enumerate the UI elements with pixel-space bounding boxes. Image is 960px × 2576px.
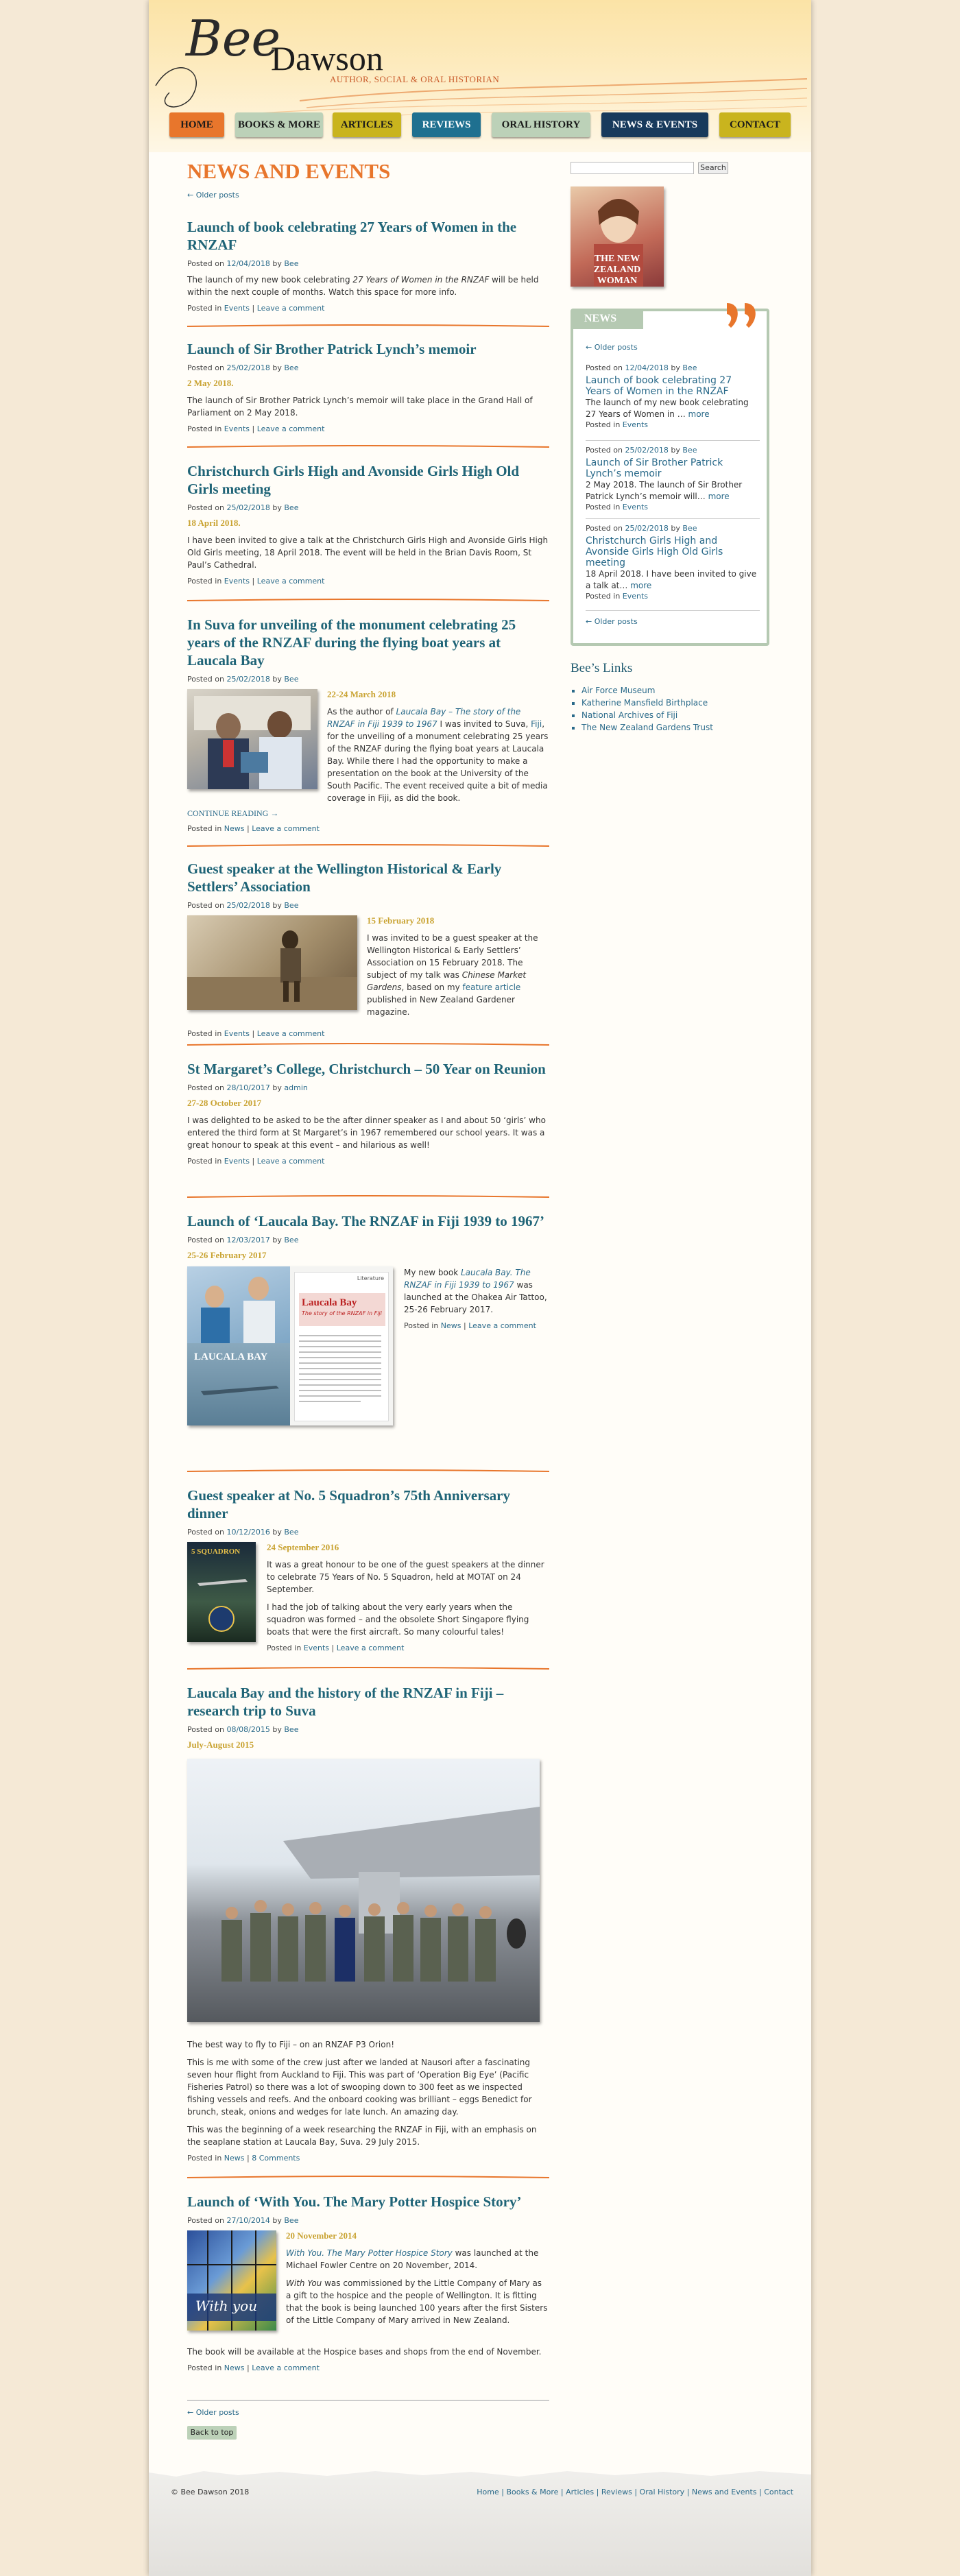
links-list	[581, 684, 713, 734]
post-utility: Posted in Events | Leave a comment	[267, 1644, 405, 1652]
post-title[interactable]: St Margaret’s College, Christchurch – 50 Year on Reunion	[187, 1061, 546, 1077]
post-separator	[187, 444, 549, 450]
post-body: It was a great honour to be one of the guest speakers at the dinner to celebrate 75 Years of No. 5 Squadron, held at MOTAT on 24 September.	[267, 1560, 544, 1594]
photo-caption: The best way to fly to Fiji – on an RNZAF P3 Orion!	[187, 2040, 394, 2049]
body-text: I was invited to be a guest speaker at the Wellington Historical & Early Settlers’ Association on 15 February 2018. The subject of my talk was	[367, 933, 538, 980]
post	[187, 218, 549, 313]
nav-books-more[interactable]: BOOKS & MORE	[235, 112, 323, 137]
post-body-2: I had the job of talking about the very early years when the squadron was formed – and the obsolete Short Singapore flying boats that were the first aircraft. So many colourful tales!	[267, 1602, 529, 1637]
post-body-3: The book will be available at the Hospice bases and shops from the end of November.	[187, 2347, 542, 2357]
news-item	[586, 363, 760, 429]
news-item-excerpt	[586, 479, 760, 503]
news-item-category	[586, 592, 760, 601]
post-author[interactable]: admin	[284, 1083, 308, 1092]
post-author[interactable]: Bee	[284, 503, 299, 512]
posted-in-label: Posted in	[187, 824, 222, 833]
stained-glass-pattern	[187, 2230, 276, 2331]
post-utility: Posted in Events | Leave a comment	[187, 1029, 325, 1038]
search-button[interactable]: Search	[698, 162, 728, 174]
leave-comment-link[interactable]: Leave a comment	[256, 1029, 325, 1038]
footer-torn-edge	[149, 2468, 811, 2482]
post-body-2	[286, 2277, 549, 2326]
post-utility: Posted in News | Leave a comment	[404, 1321, 536, 1330]
leave-comment-link[interactable]: Leave a comment	[252, 2363, 320, 2372]
body-text: published in New Zealand Gardener magazine.	[367, 995, 515, 1017]
post-category[interactable]: Events	[224, 577, 250, 586]
cover-plane-icon	[187, 1343, 290, 1425]
category-link[interactable]: Events	[622, 420, 649, 429]
news-tab	[571, 309, 643, 329]
post-utility: Posted in News | Leave a comment	[187, 2363, 320, 2372]
logo-name: Dawson	[271, 39, 383, 77]
post-date[interactable]: 25/02/2018	[226, 901, 270, 910]
footer-nav: Home | Books & More | Articles | Reviews | Oral History | News and Events | Contact	[477, 2488, 793, 2496]
news-item	[586, 446, 760, 511]
post-date[interactable]: 25/02/2018	[226, 503, 270, 512]
excerpt-text: 2 May 2018. The launch of Sir Brother Patrick Lynch’s memoir will…	[586, 480, 743, 501]
body-text: I was invited to Suva,	[437, 719, 531, 729]
article-title-band	[299, 1293, 385, 1326]
cover-emblem-icon	[187, 1542, 256, 1642]
squadron-program-cover	[187, 1542, 256, 1642]
post-body: This is me with some of the crew just after we landed at Nausori after a fascinating seven hour flight from Auckland to Fiji. This was part of ‘Operation Big Eye’ (Pacific Fisheries Patrol) so there was a lot of swooping down to 300 feet as we inspected fishing vessels and reefs. And the onboard cooking was brilliant – eggs Benedict for brunch, steak, onions and wedges for late lunch. An amazing day.	[187, 2058, 532, 2117]
event-date: 22-24 March 2018	[327, 689, 396, 699]
posted-on-label: Posted on	[187, 675, 224, 684]
post-body	[286, 2247, 549, 2272]
posted-in-label: Posted in	[586, 592, 621, 601]
post	[187, 1684, 549, 2163]
body-italic: Chinese Market Gardens	[367, 970, 527, 992]
featured-book-cover[interactable]	[571, 186, 664, 287]
post-separator	[187, 598, 549, 603]
article-text-lines	[299, 1333, 385, 1415]
links-item	[581, 684, 713, 697]
post-category[interactable]: Events	[224, 1157, 250, 1166]
post-media-row	[187, 1266, 549, 1438]
nav-below-divider	[187, 2400, 549, 2401]
links-item	[581, 721, 713, 734]
posted-on-label: Posted on	[187, 1725, 224, 1734]
event-date: 25-26 February 2017	[187, 1250, 267, 1260]
by-label: by	[272, 675, 282, 684]
suva-photo	[187, 689, 317, 789]
news-item-author[interactable]: Bee	[682, 524, 697, 533]
back-to-top-button[interactable]: Back to top	[187, 2426, 237, 2440]
posted-in-label: Posted in	[187, 1157, 222, 1166]
footer-link-home[interactable]: Home	[477, 2488, 499, 2496]
post-utility: Posted in Events | Leave a comment	[187, 424, 325, 433]
post-media-row	[187, 915, 549, 1024]
post-text-col	[327, 689, 549, 804]
post-author[interactable]: Bee	[284, 675, 299, 684]
posted-in-label: Posted in	[586, 503, 621, 511]
post	[187, 860, 549, 1038]
site-footer	[149, 2468, 811, 2576]
category-link[interactable]: Events	[622, 592, 649, 601]
older-posts-link-bottom[interactable]: ← Older posts	[187, 2408, 239, 2417]
posted-on-label: Posted on	[187, 2216, 224, 2225]
posted-in-label: Posted in	[187, 1029, 222, 1038]
posted-on-label: Posted on	[187, 259, 224, 268]
news-item-category	[586, 503, 760, 511]
post-body	[367, 932, 549, 1018]
by-label: by	[671, 363, 680, 372]
post-meta	[187, 363, 549, 372]
post-category[interactable]: News	[440, 1321, 461, 1330]
posted-on-label: Posted on	[586, 363, 623, 372]
leave-comment-link[interactable]: Leave a comment	[252, 824, 320, 833]
excerpt-text: The launch of my new book celebrating 27 Years of Women in …	[586, 398, 749, 419]
cover-title: 5 SQUADRON	[191, 1548, 241, 1556]
post-meta	[187, 503, 549, 512]
laucala-bay-book-collage	[187, 1266, 393, 1425]
body-text: was launched at the Michael Fowler Centre on 20 November, 2014.	[286, 2248, 539, 2270]
news-item-more-link[interactable]: more	[708, 492, 730, 501]
post-date[interactable]: 12/03/2017	[226, 1236, 270, 1244]
by-label: by	[671, 524, 680, 533]
article-title: Laucala Bay	[302, 1297, 357, 1308]
cover-title: With you	[195, 2298, 258, 2314]
market-garden-photo-figure	[187, 915, 357, 1010]
post-meta	[187, 1725, 549, 1734]
post-title[interactable]: In Suva for unveiling of the monument celebrating 25 years of the RNZAF during the flying boat years at Laucala Bay	[187, 616, 516, 669]
post-author[interactable]: Bee	[284, 259, 299, 268]
posted-on-label: Posted on	[187, 503, 224, 512]
links-item	[581, 697, 713, 709]
post-media-row	[187, 2230, 549, 2347]
news-item-title[interactable]: Christchurch Girls High and Avonside Girls High Old Girls meeting	[586, 535, 723, 568]
cover-title: LAUCALA BAY	[194, 1351, 268, 1362]
post-separator	[187, 1042, 549, 1048]
links-item	[581, 709, 713, 721]
news-item	[586, 524, 760, 601]
post	[187, 340, 549, 433]
older-posts-link-top[interactable]: ← Older posts	[187, 191, 239, 200]
news-item-excerpt	[586, 568, 760, 592]
post-date[interactable]: 28/10/2017	[226, 1083, 270, 1092]
news-item-more-link[interactable]: more	[630, 581, 652, 590]
posted-in-label: Posted in	[187, 2154, 222, 2163]
news-item-author[interactable]: Bee	[682, 446, 697, 455]
nav-news-events[interactable]: NEWS & EVENTS	[601, 112, 708, 137]
post-body: I was delighted to be asked to be the after dinner speaker as I and about 50 ‘girls’ who entered the third form at St Margaret’s in 1967 remembered our school years. It was a great honour to speak at this event – and hilarious as well!	[187, 1116, 546, 1150]
post-separator	[187, 843, 549, 849]
post-meta	[187, 901, 549, 910]
news-widget	[571, 309, 769, 646]
link-katherine-mansfield[interactable]: Katherine Mansfield Birthplace	[581, 698, 708, 708]
post-media-row	[187, 689, 549, 806]
site-header	[149, 0, 811, 152]
article-subtitle: The story of the RNZAF in Fiji	[302, 1310, 382, 1316]
link-national-archives-fiji[interactable]: National Archives of Fiji	[581, 710, 678, 720]
post-date[interactable]: 25/02/2018	[226, 675, 270, 684]
post	[187, 1486, 549, 1652]
posted-on-label: Posted on	[187, 1236, 224, 1244]
post-title[interactable]: Guest speaker at No. 5 Squadron’s 75th Anniversary dinner	[187, 1487, 511, 1521]
quote-mark-icon	[720, 303, 761, 337]
p3-orion-crew-photo	[187, 1759, 540, 2022]
nav-oral-history[interactable]: ORAL HISTORY	[492, 112, 590, 137]
posted-in-label: Posted in	[187, 424, 222, 433]
post-separator	[187, 1469, 549, 1474]
post-author[interactable]: Bee	[284, 1725, 299, 1734]
nav-reviews[interactable]: REVIEWS	[412, 112, 481, 137]
posted-in-label: Posted in	[187, 304, 222, 313]
post-separator	[187, 1194, 549, 1200]
event-date: 15 February 2018	[367, 915, 435, 926]
search-input[interactable]	[571, 162, 694, 174]
event-date: 2 May 2018.	[187, 378, 234, 388]
footer-link-reviews[interactable]: Reviews	[601, 2488, 632, 2496]
site-tagline: AUTHOR, SOCIAL & ORAL HISTORIAN	[330, 74, 500, 84]
post-title[interactable]: Launch of ‘With You. The Mary Potter Hospice Story’	[187, 2193, 522, 2210]
feature-article-link[interactable]: feature article	[462, 983, 521, 992]
posted-in-label: Posted in	[267, 1644, 302, 1652]
news-divider	[586, 440, 760, 441]
p3-orion-illustration	[187, 1759, 540, 2022]
news-item-title[interactable]: Launch of book celebrating 27 Years of Women in the RNZAF	[586, 375, 732, 397]
post-text-col	[367, 915, 549, 1018]
nav-articles[interactable]: ARTICLES	[333, 112, 401, 137]
continue-reading-link[interactable]: CONTINUE READING →	[187, 808, 279, 818]
logo-script: Bee	[186, 10, 281, 67]
leave-comment-link[interactable]: Leave a comment	[256, 1157, 325, 1166]
news-divider	[586, 518, 760, 519]
post-meta	[187, 1528, 549, 1537]
post-meta	[187, 259, 549, 268]
posted-in-label: Posted in	[187, 577, 222, 586]
post	[187, 462, 549, 586]
by-label: by	[272, 259, 282, 268]
fiji-link[interactable]: Fiji	[531, 719, 542, 729]
body-text: My new book	[404, 1268, 461, 1277]
by-label: by	[272, 1083, 282, 1092]
links-heading: Bee’s Links	[571, 661, 633, 675]
post-title[interactable]: Laucala Bay and the history of the RNZAF in Fiji – research trip to Suva	[187, 1685, 504, 1719]
post-separator	[187, 1666, 549, 1672]
body-text: was launched at the Ohakea Air Tattoo, 25-26 February 2017.	[404, 1280, 547, 1314]
posted-on-label: Posted on	[187, 363, 224, 372]
news-item-meta	[586, 446, 760, 455]
comments-link[interactable]: 8 Comments	[252, 2154, 300, 2163]
news-item-date[interactable]: 25/02/2018	[625, 524, 669, 533]
post-body: The launch of Sir Brother Patrick Lynch’s memoir will take place in the Grand Hall of Parliament on 2 May 2018.	[187, 396, 533, 418]
post-separator	[187, 324, 549, 329]
header-swirl-decoration	[149, 58, 811, 120]
suva-photo-figures	[187, 689, 317, 789]
post	[187, 2193, 549, 2372]
post-title[interactable]: Christchurch Girls High and Avonside Girls High Old Girls meeting	[187, 463, 520, 497]
body-text: As the author of	[327, 707, 396, 717]
post-title[interactable]: Launch of ‘Laucala Bay. The RNZAF in Fiji 1939 to 1967’	[187, 1213, 544, 1229]
news-item-title[interactable]: Launch of Sir Brother Patrick Lynch’s memoir	[586, 457, 723, 479]
news-item-excerpt	[586, 397, 760, 420]
posted-on-label: Posted on	[187, 901, 224, 910]
post-title[interactable]: Launch of Sir Brother Patrick Lynch’s memoir	[187, 341, 477, 357]
post-utility: Posted in Events | Leave a comment	[187, 577, 325, 586]
excerpt-text: 18 April 2018. I have been invited to give a talk at…	[586, 569, 757, 590]
copyright: © Bee Dawson 2018	[171, 2488, 250, 2496]
post-utility: Posted in News | 8 Comments	[187, 2154, 300, 2163]
post	[187, 1060, 549, 1166]
post-author[interactable]: Bee	[284, 901, 299, 910]
cover-title: THE NEW ZEALAND WOMAN	[593, 254, 641, 286]
page-wrapper	[149, 0, 811, 2576]
post-meta	[187, 2216, 549, 2225]
footer-link-contact[interactable]: Contact	[764, 2488, 793, 2496]
with-you-book-cover	[187, 2230, 276, 2331]
category-link[interactable]: Events	[622, 503, 649, 511]
posted-in-label: Posted in	[404, 1321, 439, 1330]
by-label: by	[272, 1236, 282, 1244]
post-utility: Posted in Events | Leave a comment	[187, 304, 325, 313]
by-label: by	[272, 363, 282, 372]
by-label: by	[272, 1528, 282, 1537]
link-nz-gardens-trust[interactable]: The New Zealand Gardens Trust	[581, 723, 713, 732]
leave-comment-link[interactable]: Leave a comment	[256, 424, 325, 433]
news-item-meta	[586, 524, 760, 533]
footer-link-news[interactable]: News and Events	[691, 2488, 757, 2496]
post-author[interactable]: Bee	[284, 2216, 299, 2225]
news-divider	[586, 610, 760, 611]
post-media-row	[187, 1759, 549, 2033]
footer-link-articles[interactable]: Articles	[566, 2488, 595, 2496]
leave-comment-link[interactable]: Leave a comment	[468, 1321, 536, 1330]
post-separator	[187, 2175, 549, 2180]
post	[187, 1212, 549, 1438]
by-label: by	[272, 901, 282, 910]
launch-photo-figures	[187, 1266, 290, 1343]
article-label: Literature	[357, 1275, 384, 1281]
leave-comment-link[interactable]: Leave a comment	[336, 1644, 405, 1652]
launch-photo	[187, 1266, 290, 1343]
post-date[interactable]: 27/10/2014	[226, 2216, 270, 2225]
book-link[interactable]: Laucala Bay. The RNZAF in Fiji 1939 to 1967	[404, 1268, 531, 1290]
book-link[interactable]: Laucala Bay – The story of the RNZAF in Fiji 1939 to 1967	[327, 707, 521, 729]
post-body: The launch of my new book celebrating 27 Years of Women in the RNZAF will be held within the next couple of months. Watch this space for more info.	[187, 275, 539, 297]
body-italic: With You	[286, 2278, 322, 2288]
post-date[interactable]: 08/08/2015	[226, 1725, 270, 1734]
main-nav	[169, 112, 787, 140]
post-body	[404, 1266, 549, 1316]
footer-link-oral-history[interactable]: Oral History	[639, 2488, 685, 2496]
leave-comment-link[interactable]: Leave a comment	[256, 304, 325, 313]
nav-home[interactable]: HOME	[169, 112, 224, 137]
news-heading: NEWS	[584, 313, 617, 324]
article-page	[294, 1272, 389, 1421]
post-title[interactable]: Guest speaker at the Wellington Historical & Early Settlers’ Association	[187, 860, 502, 895]
news-older-posts-top[interactable]: ← Older posts	[586, 343, 638, 352]
post-author[interactable]: Bee	[284, 1528, 299, 1537]
body-text: , based on my	[401, 983, 463, 992]
post	[187, 616, 549, 833]
leave-comment-link[interactable]: Leave a comment	[256, 577, 325, 586]
book-cover-laucala	[187, 1343, 290, 1425]
post-category[interactable]: Events	[303, 1644, 330, 1652]
post-date[interactable]: 10/12/2016	[226, 1528, 270, 1537]
news-item-meta	[586, 363, 760, 372]
post-category[interactable]: Events	[224, 304, 250, 313]
post-date[interactable]: 12/04/2018	[226, 259, 270, 268]
posted-on-label: Posted on	[586, 524, 623, 533]
nav-contact[interactable]: CONTACT	[719, 112, 791, 137]
body-text: was commissioned by the Little Company of Mary as a gift to the hospice and the people of Wellington. It is fitting that the book is being launched 100 years after the first Sisters of the Little Company of Mary arrived in New Zealand.	[286, 2278, 548, 2325]
post-category[interactable]: News	[224, 2363, 245, 2372]
posted-on-label: Posted on	[187, 1528, 224, 1537]
by-label: by	[272, 503, 282, 512]
post-text-col	[286, 2230, 549, 2326]
post-media-row	[187, 1542, 549, 1652]
news-item-date[interactable]: 25/02/2018	[625, 446, 669, 455]
posted-on-label: Posted on	[187, 1083, 224, 1092]
news-item-more-link[interactable]: more	[688, 409, 710, 419]
posted-in-label: Posted in	[586, 420, 621, 429]
news-item-date[interactable]: 12/04/2018	[625, 363, 669, 372]
footer-link-books[interactable]: Books & More	[506, 2488, 559, 2496]
news-item-author[interactable]: Bee	[682, 363, 697, 372]
post-date[interactable]: 25/02/2018	[226, 363, 270, 372]
body-text: , for the unveiling of a monument celebrating 25 years of the RNZAF during the flying boat years at Laucala Bay. While there I had the opportunity to make a presentation on the book at the University of the South Pacific. The event received quite a bit of media coverage in Fiji, as did the book.	[327, 719, 549, 803]
event-date: 24 September 2016	[267, 1542, 339, 1552]
post-body-2: This was the beginning of a week researching the RNZAF in Fiji, with an emphasis on the seaplane station at Laucala Bay, Suva. 29 July 2015.	[187, 2125, 537, 2147]
post-meta	[187, 675, 549, 684]
posted-in-label: Posted in	[187, 2363, 222, 2372]
post-category[interactable]: Events	[224, 424, 250, 433]
post-body	[327, 706, 549, 804]
post-category[interactable]: Events	[224, 1029, 250, 1038]
page-title: NEWS AND EVENTS	[187, 159, 391, 183]
post-meta	[187, 1236, 549, 1244]
by-label: by	[272, 2216, 282, 2225]
link-air-force-museum[interactable]: Air Force Museum	[581, 686, 656, 695]
post-meta	[187, 1083, 549, 1092]
post-body: I have been invited to give a talk at the Christchurch Girls High and Avonside Girls High Old Girls meeting, 18 April 2018. The event will be held in the Brian Davis Room, St Paul’s Cathedral.	[187, 535, 549, 570]
news-item-category	[586, 420, 760, 429]
post-author[interactable]: Bee	[284, 363, 299, 372]
event-date: 20 November 2014	[286, 2230, 357, 2241]
post-text-col	[404, 1266, 549, 1330]
by-label: by	[671, 446, 680, 455]
posted-on-label: Posted on	[586, 446, 623, 455]
post-category[interactable]: News	[224, 824, 245, 833]
post-utility: Posted in News | Leave a comment	[187, 824, 320, 833]
post-category[interactable]: News	[224, 2154, 245, 2163]
post-title[interactable]: Launch of book celebrating 27 Years of Women in the RNZAF	[187, 219, 517, 253]
post-utility: Posted in Events | Leave a comment	[187, 1157, 325, 1166]
book-link[interactable]: With You. The Mary Potter Hospice Story	[286, 2248, 453, 2258]
news-older-posts-bottom[interactable]: ← Older posts	[586, 617, 638, 626]
by-label: by	[272, 1725, 282, 1734]
market-garden-photo	[187, 915, 357, 1010]
event-date: 27-28 October 2017	[187, 1098, 262, 1108]
event-date: 18 April 2018.	[187, 518, 241, 528]
event-date: July-August 2015	[187, 1740, 254, 1750]
post-text-col	[267, 1542, 549, 1652]
post-author[interactable]: Bee	[284, 1236, 299, 1244]
